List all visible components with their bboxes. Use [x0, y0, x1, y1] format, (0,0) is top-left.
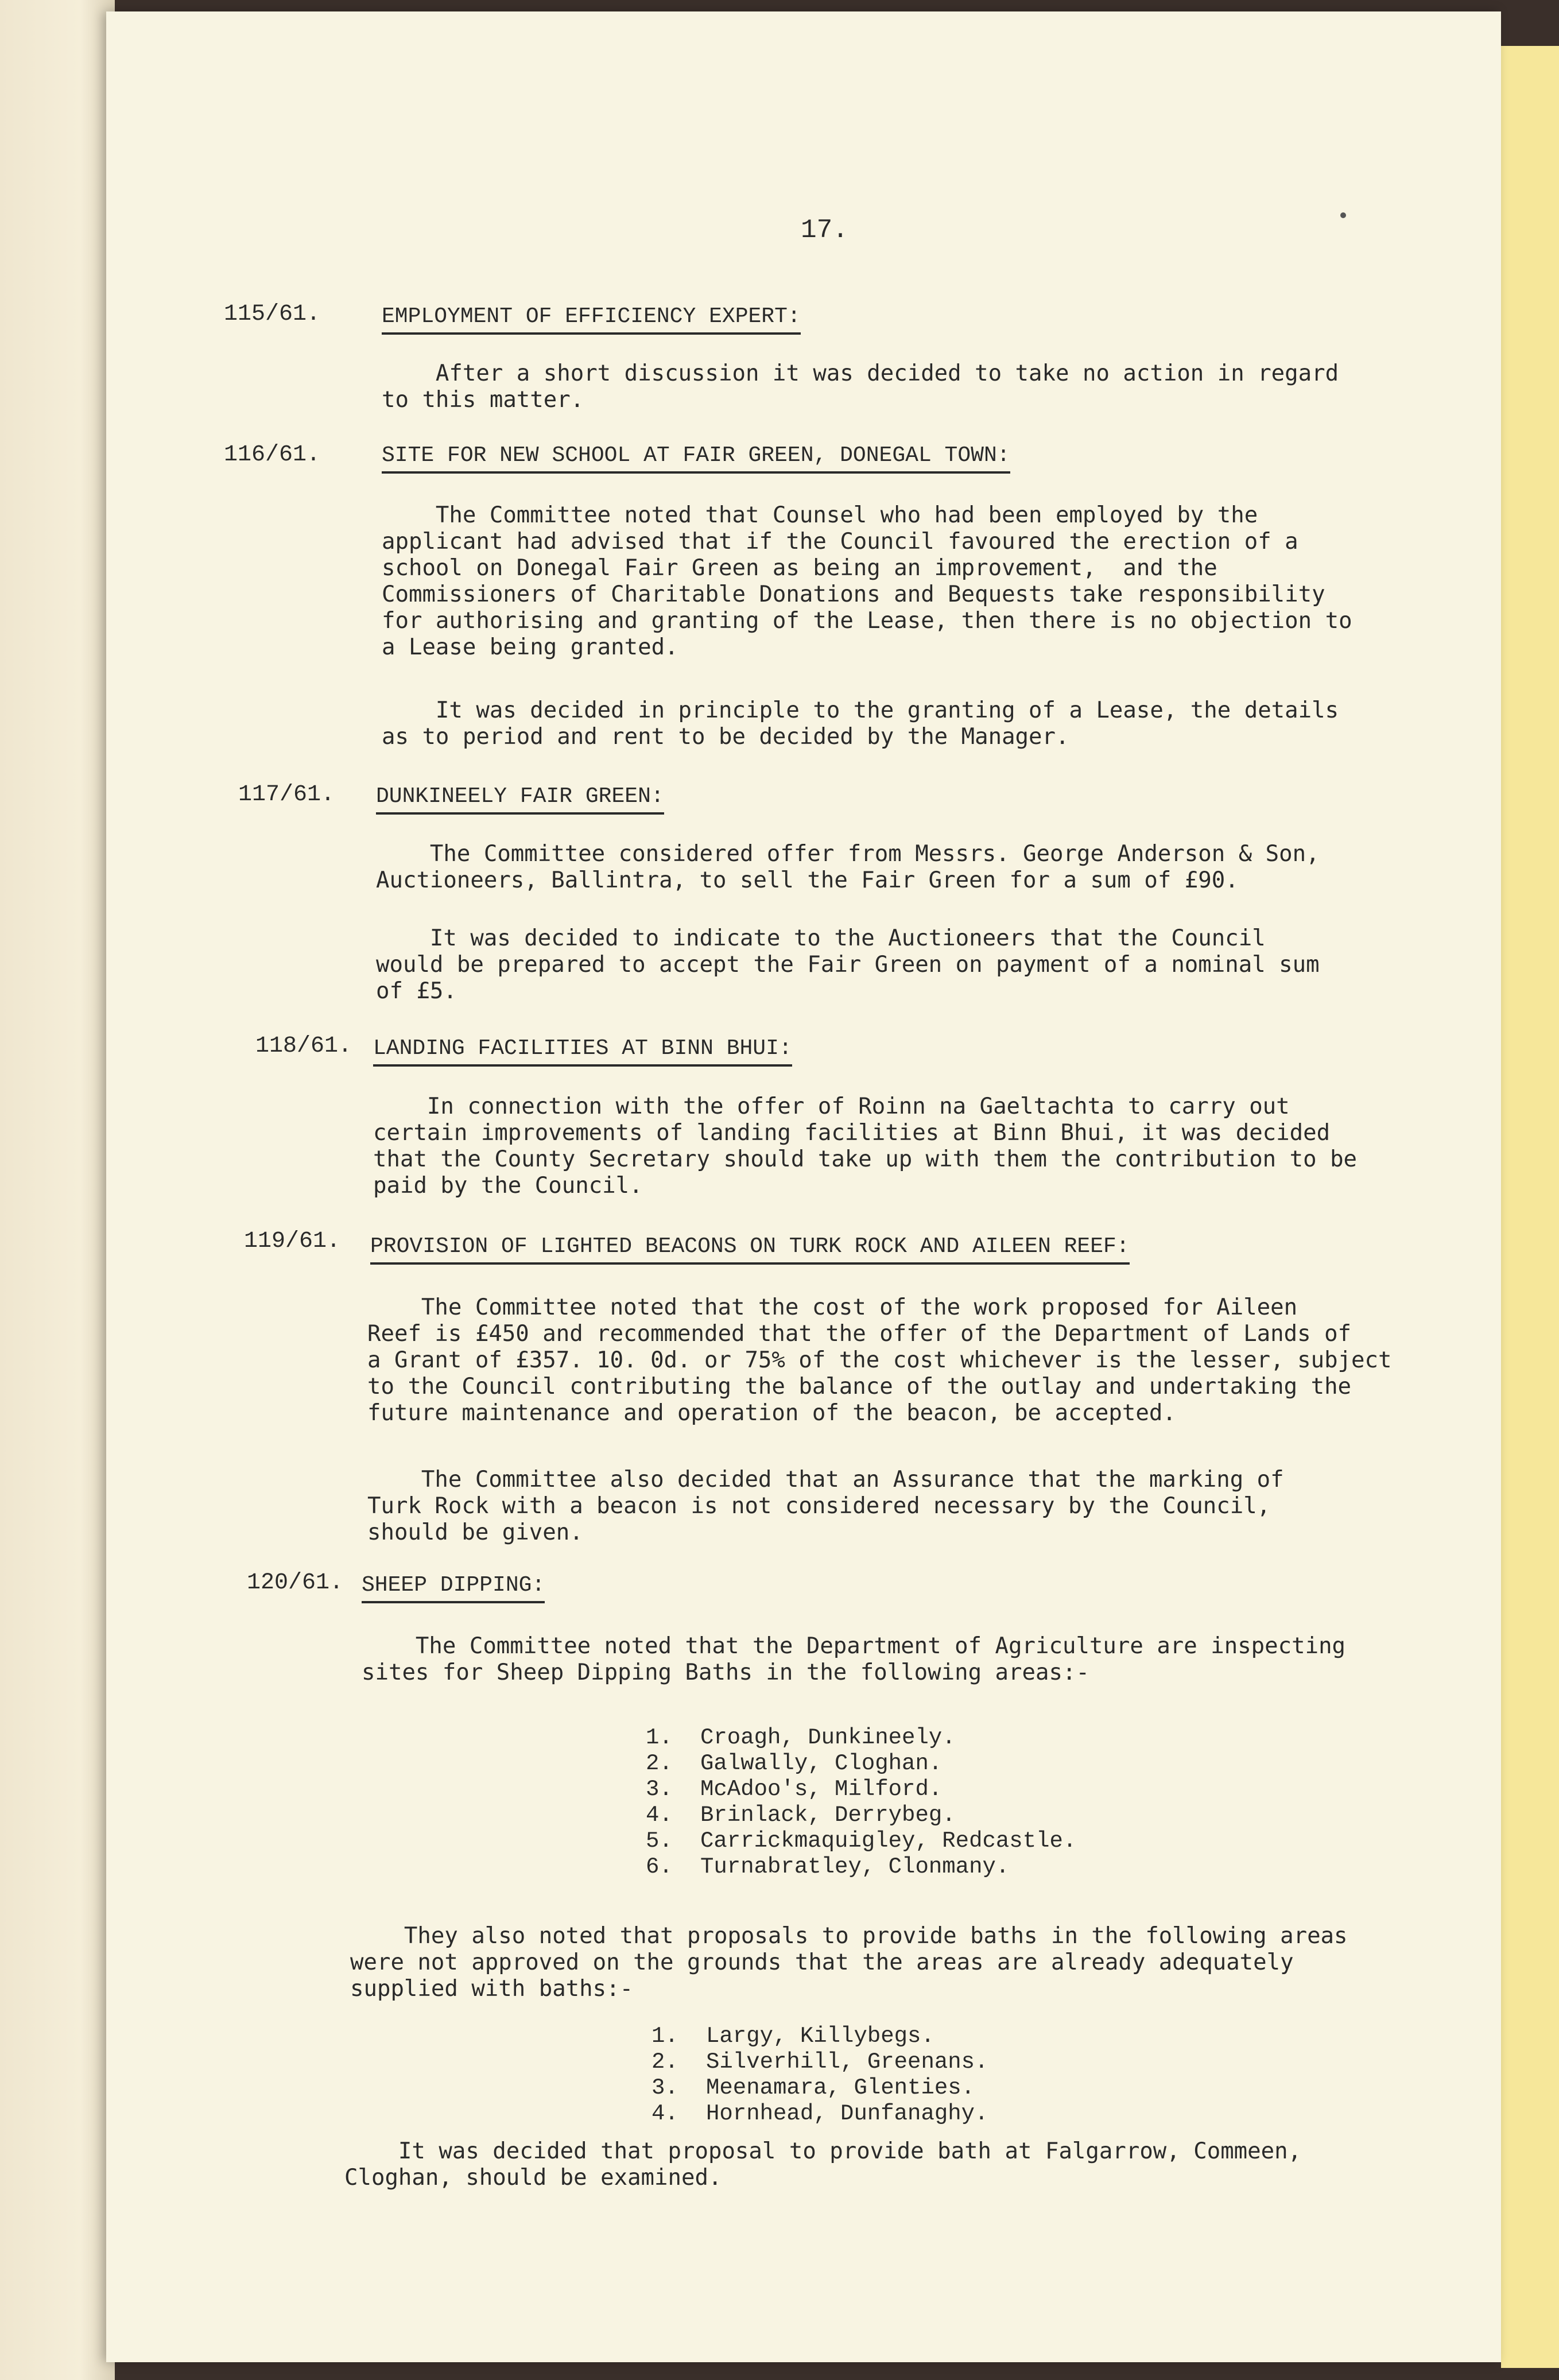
- list-item: 2. Galwally, Cloghan.: [646, 1751, 943, 1776]
- minute-heading-119: PROVISION OF LIGHTED BEACONS ON TURK ROCK AND AILEEN REEF:: [370, 1234, 1130, 1265]
- list-item: 4. Hornhead, Dunfanaghy.: [651, 2101, 988, 2126]
- list-item: 4. Brinlack, Derrybeg.: [646, 1803, 956, 1828]
- minute-ref-115: 115/61.: [224, 301, 321, 327]
- list-item: 2. Silverhill, Greenans.: [651, 2049, 988, 2075]
- minute-paragraph: The Committee considered offer from Messrs. George Anderson & Son, Auctioneers, Ballintra, to sell the Fair Green for a sum of £90.: [376, 841, 1320, 893]
- minute-ref-117: 117/61.: [238, 782, 335, 808]
- minute-ref-118: 118/61.: [255, 1033, 352, 1059]
- list-item: 3. Meenamara, Glenties.: [651, 2075, 975, 2100]
- minute-paragraph: They also noted that proposals to provide baths in the following areas were not approved on the grounds that the areas are already adequately supplied with baths:-: [350, 1923, 1348, 2002]
- left-page-edge: [0, 0, 115, 2380]
- minute-paragraph: The Committee noted that Counsel who had been employed by the applicant had advised that if the Council favoured the erection of a school on Donegal Fair Green as being an improvement, and the Commissioners of Charitable Donations and Bequests take responsibility for authorising and granting of the Lease, then there is no objection to a Lease being granted.: [382, 502, 1352, 660]
- minute-paragraph: The Committee noted that the Department of Agriculture are inspecting sites for Sheep Dipping Baths in the following areas:-: [362, 1633, 1346, 1685]
- minute-heading-120: SHEEP DIPPING:: [362, 1573, 545, 1603]
- minute-ref-116: 116/61.: [224, 442, 321, 468]
- page-number: 17.: [801, 215, 848, 245]
- minute-paragraph: It was decided that proposal to provide bath at Falgarrow, Commeen, Cloghan, should be examined.: [344, 2138, 1302, 2191]
- list-item: 5. Carrickmaquigley, Redcastle.: [646, 1828, 1077, 1854]
- minute-heading-115: EMPLOYMENT OF EFFICIENCY EXPERT:: [382, 304, 801, 335]
- list-item: 1. Croagh, Dunkineely.: [646, 1725, 956, 1750]
- minute-heading-118: LANDING FACILITIES AT BINN BHUI:: [373, 1036, 792, 1067]
- sheep-dipping-inspecting-list: [646, 1725, 1076, 1880]
- minute-heading-116: SITE FOR NEW SCHOOL AT FAIR GREEN, DONEGAL TOWN:: [382, 443, 1010, 474]
- minute-paragraph: After a short discussion it was decided to take no action in regard to this matter.: [382, 361, 1339, 413]
- list-item: 1. Largy, Killybegs.: [651, 2024, 934, 2049]
- minute-ref-119: 119/61.: [244, 1228, 341, 1254]
- yellow-underlying-sheet: [1501, 46, 1559, 2368]
- minute-paragraph: It was decided to indicate to the Auctioneers that the Council would be prepared to accept the Fair Green on payment of a nominal sum of £5.: [376, 925, 1320, 1004]
- minute-ref-120: 120/61.: [247, 1570, 344, 1596]
- paper-speck: [1340, 212, 1346, 218]
- minute-paragraph: It was decided in principle to the granting of a Lease, the details as to period and rent to be decided by the Manager.: [382, 697, 1339, 750]
- minute-paragraph: The Committee also decided that an Assurance that the marking of Turk Rock with a beacon is not considered necessary by the Council, should be given.: [367, 1467, 1284, 1545]
- minute-paragraph: In connection with the offer of Roinn na Gaeltachta to carry out certain improvements of landing facilities at Binn Bhui, it was decided that the County Secretary should take up with them the contribution to be paid by the Council.: [373, 1094, 1358, 1199]
- sheep-dipping-not-approved-list: [651, 2024, 988, 2127]
- list-item: 3. McAdoo's, Milford.: [646, 1777, 943, 1802]
- minute-heading-117: DUNKINEELY FAIR GREEN:: [376, 784, 664, 815]
- list-item: 6. Turnabratley, Clonmany.: [646, 1854, 1010, 1879]
- minute-paragraph: The Committee noted that the cost of the work proposed for Aileen Reef is £450 and recommended that the offer of the Department of Lands of a Grant of £357. 10. 0d. or 75% of the cost whichever is the lesser, subject to the Council contributing the balance of the outlay and undertaking the future maintenance and operation of the beacon, be accepted.: [367, 1294, 1392, 1426]
